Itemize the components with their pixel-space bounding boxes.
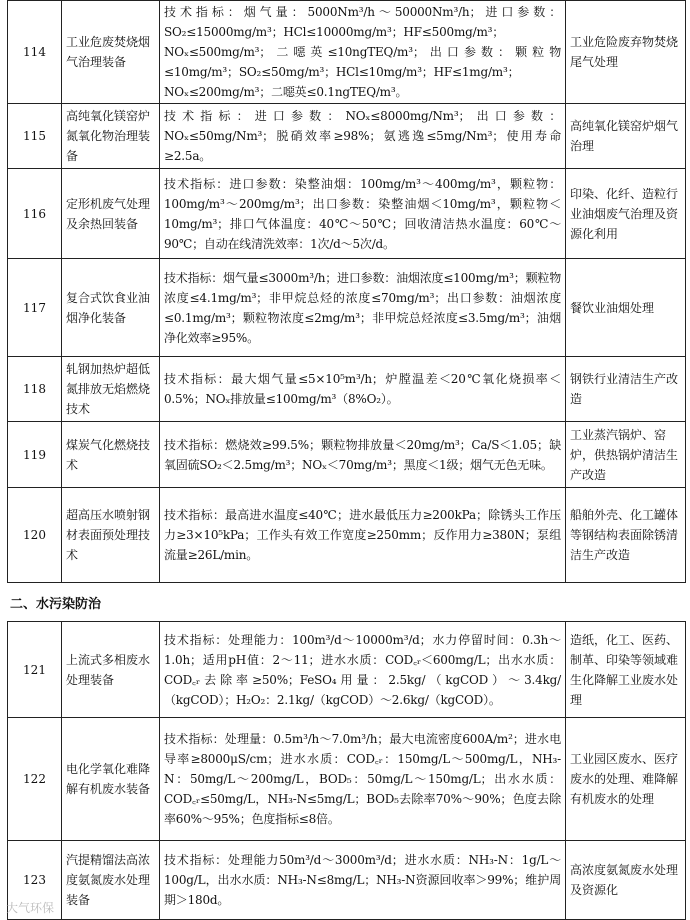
item-number: 123 — [8, 841, 62, 920]
item-name: 汽提精馏法高浓度氨氮废水处理装备 — [62, 841, 160, 920]
table-row — [8, 357, 686, 422]
item-number: 115 — [8, 104, 62, 169]
item-spec: 技术指标：进口参数：染整油烟：100mg/m³～400mg/m³，颗粒物：100mg/m³～200mg/m³；出口参数：染整油烟＜10mg/m³，颗粒物＜10mg/m³；排口气体温度：40℃～50℃；回收清洁热水温度：60℃～90℃；自动在线清洗效率：1次/d～5次/d。 — [160, 169, 566, 259]
item-spec: 技术指标：进口参数：NOₓ≤8000mg/Nm³；出口参数：NOₓ≤50mg/Nm³；脱硝效率≥98%；氨逃逸≤5mg/Nm³；使用寿命≥2.5a。 — [160, 104, 566, 169]
item-spec: 技术指标：处理能力：100m³/d～10000m³/d；水力停留时间：0.3h～1.0h；适用pH值：2～11；进水水质：COD꜀ᵣ＜600mg/L；出水水质：COD꜀ᵣ去除率≥50%；FeSO₄用量：2.5kg/（kgCOD）～3.4kg/（kgCOD）；H₂O₂：2.1kg/（kgCOD）～2.6kg/（kgCOD）。 — [160, 622, 566, 718]
table-row — [8, 622, 686, 718]
item-number: 122 — [8, 718, 62, 841]
item-number: 118 — [8, 357, 62, 422]
item-name: 电化学氧化难降解有机废水装备 — [62, 718, 160, 841]
item-name: 复合式饮食业油烟净化装备 — [62, 259, 160, 357]
item-spec: 技术指标：处理量：0.5m³/h～7.0m³/h；最大电流密度600A/m²；进水电导率≥8000μS/cm；进水水质：COD꜀ᵣ：150mg/L～500mg/L，NH₃-N：50mg/L～200mg/L，BOD₅：50mg/L～150mg/L；出水水质：COD꜀ᵣ≤50mg/L，NH₃-N≤5mg/L；BOD₅去除率70%～90%；色度去除率60%～95%；色度指标≤8倍。 — [160, 718, 566, 841]
item-name: 高纯氧化镁窑炉氮氧化物治理装备 — [62, 104, 160, 169]
item-name: 轧钢加热炉超低氮排放无焰燃烧技术 — [62, 357, 160, 422]
item-application: 餐饮业油烟处理 — [566, 259, 686, 357]
item-spec: 技术指标：烟气量≤3000m³/h；进口参数：油烟浓度≤100mg/m³；颗粒物浓度≤4.1mg/m³；非甲烷总烃的浓度≤70mg/m³；出口参数：油烟浓度≤0.1mg/m³；颗粒物浓度≤2mg/m³；非甲烷总烃浓度≤3.5mg/m³；油烟净化效率≥95%。 — [160, 259, 566, 357]
item-application: 工业危险废弃物焚烧尾气处理 — [566, 1, 686, 104]
item-application: 船舶外壳、化工罐体等钢结构表面除锈清洁生产改造 — [566, 488, 686, 583]
item-application: 高浓度氨氮废水处理及资源化 — [566, 841, 686, 920]
item-name: 工业危废焚烧烟气治理装备 — [62, 1, 160, 104]
item-name: 超高压水喷射钢材表面预处理技术 — [62, 488, 160, 583]
equipment-table-air-body — [8, 1, 686, 583]
item-number: 121 — [8, 622, 62, 718]
item-spec: 技术指标：最大烟气量≤5×10⁵m³/h；炉膛温差＜20℃氧化烧损率＜0.5%；NOₓ排放量≤100mg/m³（8%O₂）。 — [160, 357, 566, 422]
item-application: 造纸，化工、医药、制革、印染等领域难生化降解工业废水处理 — [566, 622, 686, 718]
table-row — [8, 259, 686, 357]
table-row — [8, 422, 686, 488]
item-application: 钢铁行业清洁生产改造 — [566, 357, 686, 422]
table-row — [8, 718, 686, 841]
item-spec: 技术指标：处理能力50m³/d～3000m³/d；进水水质：NH₃-N：1g/L～100g/L，出水水质：NH₃-N≤8mg/L；NH₃-N资源回收率＞99%；维护周期＞180d。 — [160, 841, 566, 920]
equipment-table-water — [7, 621, 686, 920]
item-number: 120 — [8, 488, 62, 583]
item-name: 上流式多相废水处理装备 — [62, 622, 160, 718]
table-row — [8, 488, 686, 583]
table-row — [8, 169, 686, 259]
item-name: 定形机废气处理及余热回装备 — [62, 169, 160, 259]
item-spec: 技术指标：烟气量：5000Nm³/h～50000Nm³/h；进口参数：SO₂≤15000mg/m³；HCl≤10000mg/m³；HF≤500mg/m³；NOₓ≤500mg/m³；二噁英≤10ngTEQ/m³；出口参数：颗粒物≤10mg/m³；SO₂≤50mg/m³；HCl≤10mg/m³；HF≤1mg/m³；NOₓ≤200mg/m³；二噁英≤0.1ngTEQ/m³。 — [160, 1, 566, 104]
item-number: 119 — [8, 422, 62, 488]
item-application: 工业园区废水、医疗废水的处理、难降解有机废水的处理 — [566, 718, 686, 841]
section-title: 二、水污染防治 — [10, 597, 102, 612]
item-spec: 技术指标：燃烧效≥99.5%；颗粒物排放量＜20mg/m³；Ca/S＜1.05；缺氧固硫SO₂＜2.5mg/m³；NOₓ＜70mg/m³；黑度＜1级；烟气无色无味。 — [160, 422, 566, 488]
equipment-table-air — [7, 0, 686, 583]
item-application: 高纯氧化镁窑炉烟气治理 — [566, 104, 686, 169]
item-application: 印染、化纤、造粒行业油烟废气治理及资源化利用 — [566, 169, 686, 259]
item-application: 工业蒸汽锅炉、窑炉，供热锅炉清洁生产改造 — [566, 422, 686, 488]
item-number: 116 — [8, 169, 62, 259]
table-row — [8, 841, 686, 920]
table-row — [8, 1, 686, 104]
item-number: 114 — [8, 1, 62, 104]
table-row — [8, 104, 686, 169]
item-spec: 技术指标：最高进水温度≤40℃；进水最低压力≥200kPa；除锈头工作压力≥3×10⁵kPa；工作头有效工作宽度≥250mm；反作用力≥380N；泵组流量≥26L/min。 — [160, 488, 566, 583]
equipment-table-water-body — [8, 622, 686, 920]
item-name: 煤炭气化燃烧技术 — [62, 422, 160, 488]
watermark-text: 大气环保 — [6, 901, 55, 915]
item-number: 117 — [8, 259, 62, 357]
